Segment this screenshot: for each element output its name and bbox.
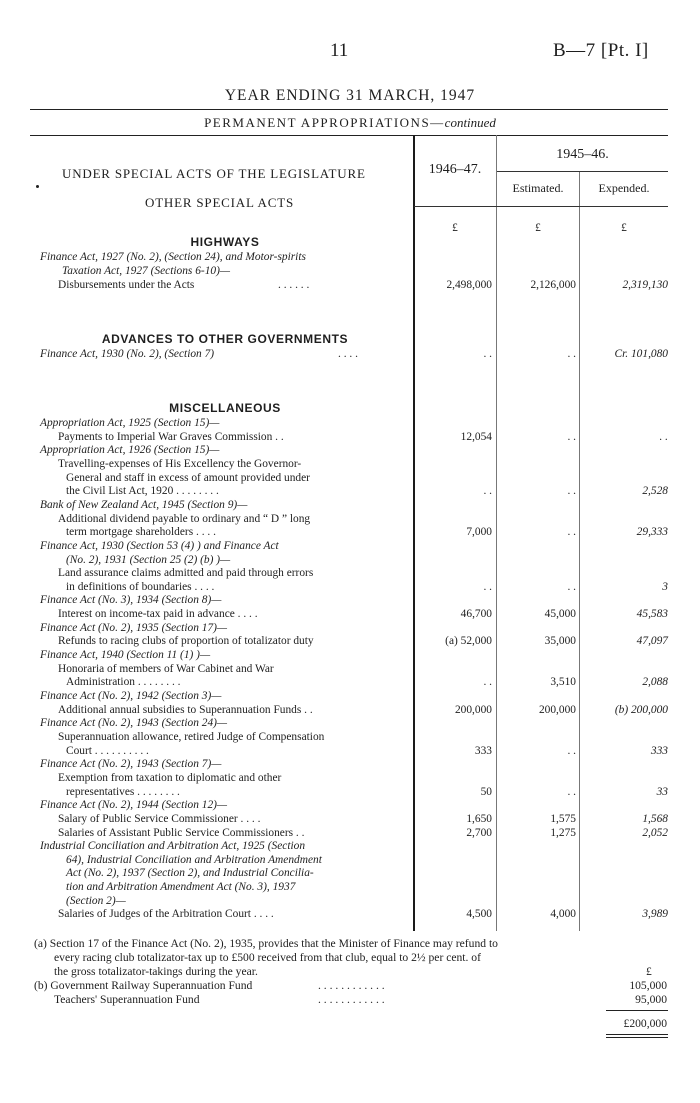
value-estimated: 3,510 (550, 676, 576, 688)
act-reference: Industrial Conciliation and Arbitration Act, 1925 (Section (40, 840, 306, 852)
line-item: Additional dividend payable to ordinary and “ D ” long (58, 513, 311, 525)
line-item: General and staff in excess of amount provided under (66, 472, 310, 484)
col-1946-47: 1946–47. (428, 162, 482, 177)
value-estimated: 1,575 (550, 813, 576, 825)
act-reference: Bank of New Zealand Act, 1945 (Section 9)— (40, 499, 248, 511)
footnote-a-line2: every racing club totalizator-tax up to £500 received from that club, equal to 2½ per cent. of (54, 951, 481, 964)
section-advances-title: ADVANCES TO OTHER GOVERNMENTS (101, 332, 349, 346)
currency-1: £ (452, 222, 458, 234)
value-1946-47: 7,000 (466, 526, 492, 538)
line-item: in definitions of boundaries . . . . (66, 581, 215, 593)
header-top-rule (30, 135, 668, 136)
value-expended: 2,528 (642, 485, 668, 497)
currency-2: £ (535, 222, 541, 234)
section-miscellaneous-title: MISCELLANEOUS (169, 401, 281, 415)
line-item: Travelling-expenses of His Excellency the Governor- (58, 458, 302, 470)
act-reference: Finance Act (No. 2), 1935 (Section 17)— (40, 622, 228, 634)
line-item: Salaries of Assistant Public Service Commissioners . . (58, 827, 305, 839)
col-estimated: Estimated. (512, 181, 564, 195)
act-reference: Finance Act, 1940 (Section 11 (1) )— (40, 649, 211, 661)
value-1946-47: 2,700 (466, 827, 492, 839)
highways-value-estimated: 2,126,000 (530, 279, 576, 291)
table-subtitle (0, 115, 700, 131)
margin-bullet (36, 185, 39, 188)
value-expended: 1,568 (642, 813, 668, 825)
subtitle-continued: continued (444, 115, 496, 130)
advances-value-1947: . . (483, 348, 492, 360)
act-reference: Finance Act, 1930 (Section 53 (4) ) and Finance Act (40, 540, 279, 552)
act-reference: (Section 2)— (66, 895, 126, 907)
footnote-a-line3: the gross totalizator-takings during the year. (54, 965, 258, 978)
footnote-b-line2-dots: . . . . . . . . . . . . (318, 993, 385, 1006)
line-item: Additional annual subsidies to Superannuation Funds . . (58, 704, 313, 716)
value-estimated: . . (567, 431, 576, 443)
left-header-line2: OTHER SPECIAL ACTS (145, 195, 294, 210)
line-item: Administration . . . . . . . . (66, 676, 181, 688)
col-split-rule (497, 171, 668, 172)
value-estimated: 1,275 (550, 827, 576, 839)
value-1946-47: . . (483, 581, 492, 593)
highways-dots: . . . . . . (278, 279, 310, 291)
value-1946-47: 50 (480, 786, 492, 798)
value-estimated: 200,000 (538, 704, 576, 716)
left-header-line1: UNDER SPECIAL ACTS OF THE LEGISLATURE (62, 166, 366, 181)
header-bottom-rule (414, 206, 668, 207)
footnote-b-amount1: 105,000 (629, 979, 667, 992)
section-highways-title: HIGHWAYS (190, 235, 260, 249)
col-expended: Expended. (598, 181, 650, 195)
value-estimated: . . (567, 745, 576, 757)
act-reference: Finance Act (No. 2), 1944 (Section 12)— (40, 799, 228, 811)
value-1946-47: 333 (474, 745, 492, 757)
act-reference: Finance Act (No. 3), 1934 (Section 8)— (40, 594, 222, 606)
footnote-b-line2: Teachers' Superannuation Fund (54, 993, 200, 1006)
total-rule-bottom-2 (606, 1037, 668, 1038)
advances-value-expended: Cr. 101,080 (614, 348, 668, 360)
value-1946-47: . . (483, 676, 492, 688)
total-rule-bottom-1 (606, 1034, 668, 1035)
advances-dots: . . . . (338, 348, 358, 360)
act-reference: (No. 2), 1931 (Section 25 (2) (b) )— (66, 554, 231, 566)
value-expended: 45,583 (636, 608, 668, 620)
advances-value-estimated: . . (567, 348, 576, 360)
footnote-a-line1: (a) Section 17 of the Finance Act (No. 2), 1935, provides that the Minister of Finance may refund to (34, 937, 498, 950)
value-expended: 3 (662, 581, 668, 593)
act-reference: 64), Industrial Conciliation and Arbitration Amendment (66, 854, 322, 866)
act-reference: Finance Act (No. 2), 1943 (Section 24)— (40, 717, 228, 729)
footnote-b-line1: (b) Government Railway Superannuation Fund (34, 979, 253, 992)
line-item: Court . . . . . . . . . . (66, 745, 149, 757)
act-reference: Appropriation Act, 1925 (Section 15)— (40, 417, 220, 429)
act-reference: Appropriation Act, 1926 (Section 15)— (40, 444, 220, 456)
value-expended: 33 (656, 786, 668, 798)
value-expended: (b) 200,000 (614, 704, 668, 716)
highways-item: Disbursements under the Acts (58, 279, 195, 291)
total-rule-top (606, 1010, 668, 1011)
value-1946-47: 4,500 (466, 908, 492, 920)
line-item: Salary of Public Service Commissioner . . . . (58, 813, 261, 825)
value-1946-47: 1,650 (466, 813, 492, 825)
line-item: Superannuation allowance, retired Judge of Compensation (58, 731, 325, 743)
line-item: term mortgage shareholders . . . . (66, 526, 216, 538)
footnote-total: £200,000 (623, 1017, 667, 1030)
highways-act-line2: Taxation Act, 1927 (Sections 6-10)— (62, 265, 230, 277)
value-estimated: 4,000 (550, 908, 576, 920)
line-item: Interest on income-tax paid in advance . . . . (58, 608, 258, 620)
value-expended: 3,989 (642, 908, 668, 920)
line-item: the Civil List Act, 1920 . . . . . . . . (66, 485, 219, 497)
highways-value-expended: 2,319,130 (622, 279, 668, 291)
page-reference: B—7 [Pt. I] (553, 40, 649, 61)
footnote-b-amount2: 95,000 (635, 993, 667, 1006)
advances-act-line: Finance Act, 1930 (No. 2), (Section 7) (40, 348, 215, 360)
line-item: Refunds to racing clubs of proportion of totalizator duty (58, 635, 314, 647)
page-number: 11 (330, 40, 349, 61)
value-1946-47: 12,054 (460, 431, 492, 443)
footnote-b-line1-dots: . . . . . . . . . . . . (318, 979, 385, 992)
value-estimated: . . (567, 786, 576, 798)
act-reference: tion and Arbitration Amendment Act (No. 3), 1937 (66, 881, 296, 893)
line-item: Exemption from taxation to diplomatic and other (58, 772, 282, 784)
highways-act-line1: Finance Act, 1927 (No. 2), (Section 24), and Motor-spirits (40, 251, 306, 263)
value-1946-47: (a) 52,000 (445, 635, 492, 647)
value-estimated: 35,000 (544, 635, 576, 647)
year-title: YEAR ENDING 31 MARCH, 1947 (224, 87, 476, 104)
highways-value-1947: 2,498,000 (446, 279, 492, 291)
value-expended: 29,333 (636, 526, 668, 538)
title-rule (30, 109, 668, 110)
value-expended: 47,097 (636, 635, 668, 647)
value-expended: 2,088 (642, 676, 668, 688)
value-expended: 2,052 (642, 827, 668, 839)
act-reference: Finance Act (No. 2), 1943 (Section 7)— (40, 758, 222, 770)
value-1946-47: 46,700 (460, 608, 492, 620)
value-expended: . . (659, 431, 668, 443)
value-estimated: . . (567, 485, 576, 497)
value-estimated: 45,000 (544, 608, 576, 620)
value-1946-47: 200,000 (454, 704, 492, 716)
act-reference: Finance Act (No. 2), 1942 (Section 3)— (40, 690, 222, 702)
value-estimated: . . (567, 581, 576, 593)
footnote-currency: £ (646, 965, 652, 978)
value-estimated: . . (567, 526, 576, 538)
act-reference: Act (No. 2), 1937 (Section 2), and Industrial Concilia- (66, 867, 314, 879)
line-item: representatives . . . . . . . . (66, 786, 180, 798)
currency-3: £ (621, 222, 627, 234)
line-item: Payments to Imperial War Graves Commission . . (58, 431, 284, 443)
value-expended: 333 (650, 745, 668, 757)
column-rule-1 (496, 135, 497, 931)
line-item: Salaries of Judges of the Arbitration Court . . . . (58, 908, 274, 920)
line-item: Land assurance claims admitted and paid through errors (58, 567, 314, 579)
line-item: Honoraria of members of War Cabinet and War (58, 663, 274, 675)
col-1945-46: 1945–46. (556, 147, 609, 162)
subtitle-main: PERMANENT APPROPRIATIONS— (204, 115, 445, 130)
value-1946-47: . . (483, 485, 492, 497)
